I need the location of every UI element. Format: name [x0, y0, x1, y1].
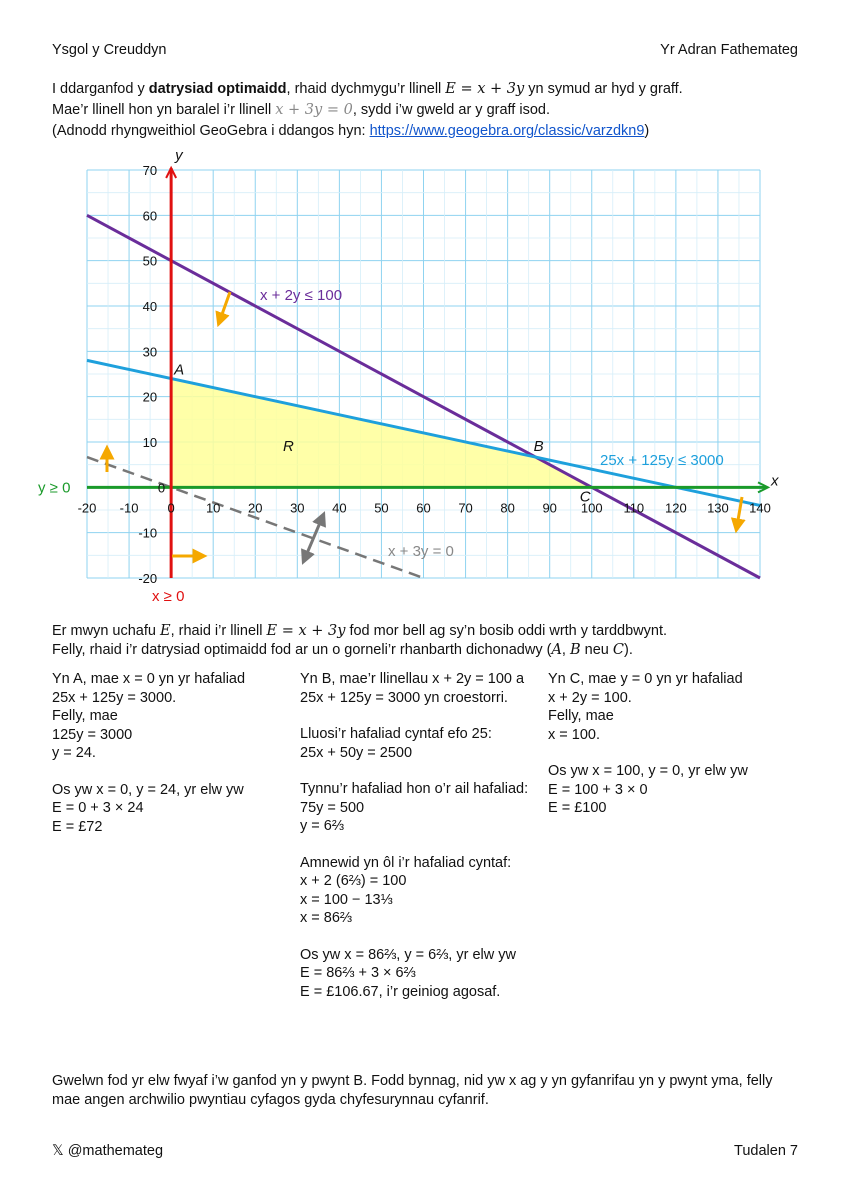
constraint-label-x: x ≥ 0 — [152, 588, 185, 605]
x-tick-label: -10 — [119, 500, 139, 516]
x-tick-label: 130 — [707, 500, 729, 516]
x-tick-label: 70 — [458, 500, 473, 516]
working-line: 25x + 125y = 3000 yn croestorri. — [300, 689, 508, 706]
school-name: Ysgol y Creuddyn — [52, 42, 167, 58]
x-tick-label: 20 — [248, 500, 263, 516]
working-line — [52, 763, 245, 781]
working-line — [300, 707, 528, 725]
working-line: x + 2 (6⅔) = 100 — [300, 873, 407, 889]
x-tick-label: -20 — [77, 500, 97, 516]
x-tick-label: 40 — [332, 500, 347, 516]
working-point-C — [548, 670, 748, 818]
intro-line-1: I ddarganfod y datrysiad optimaidd, rhaid dychmygu’r llinell E = x + 3y yn symud ar hyd y graff. — [52, 81, 683, 97]
x-tick-label: 80 — [500, 500, 515, 516]
working-line: E = £100 — [548, 800, 607, 816]
y-tick-label: 50 — [142, 253, 158, 269]
working-line — [548, 744, 748, 762]
line-label-25x-plus-125y: 25x + 125y ≤ 3000 — [600, 452, 724, 469]
feasible-region-graph — [0, 140, 849, 610]
y-tick-label: 20 — [142, 389, 158, 405]
working-line: Amnewid yn ôl i’r hafaliad cyntaf: — [300, 854, 512, 871]
working-line: Yn B, mae’r llinellau x + 2y = 100 a — [300, 671, 525, 687]
constraint-label-y: y ≥ 0 — [38, 479, 71, 497]
page-number: Tudalen 7 — [734, 1143, 798, 1159]
working-line: 25x + 50y = 2500 — [300, 744, 413, 761]
conclusion-line-1: Gwelwn fod yr elw fwyaf i’w ganfod yn y pwynt B. Fodd bynnag, nid yw x ag y yn gyfanrifau yn y pwynt yma, felly — [52, 1073, 773, 1089]
working-line: x = 100. — [548, 726, 600, 743]
working-line: x + 2y = 100. — [548, 689, 632, 706]
x-tick-label: 140 — [749, 500, 771, 516]
working-line: Os yw x = 100, y = 0, yr elw yw — [548, 763, 748, 779]
x-tick-label: 10 — [205, 500, 221, 516]
working-line: Felly, mae — [548, 708, 614, 724]
move-arrow — [305, 518, 322, 558]
line-label-x-plus-3y: x + 3y = 0 — [388, 543, 454, 560]
working-line: Felly, mae — [52, 708, 118, 724]
working-line: 125y = 3000 — [52, 726, 133, 743]
vertex-label: A — [174, 361, 185, 379]
x-tick-label: 60 — [416, 500, 431, 516]
working-line — [300, 762, 528, 780]
after-line-1: Er mwyn uchafu E, rhaid i’r llinell E = x + 3y fod mor bell ag sy’n bosib oddi wrth y tarddbwynt. — [52, 623, 667, 639]
after-line-2: Felly, rhaid i’r datrysiad optimaidd fod ar un o gorneli’r rhanbarth dichonadwy (A, B neu C). — [52, 642, 633, 658]
line-label-x-plus-2y: x + 2y ≤ 100 — [260, 287, 343, 304]
working-line: E = £72 — [52, 818, 103, 835]
y-tick-label: 10 — [142, 435, 158, 450]
working-point-B — [300, 670, 528, 1001]
x-tick-label: 30 — [290, 500, 305, 516]
conclusion-line-2: mae angen archwilio pwyntiau cyfagos gyda chyfesurynnau cyfanrif. — [52, 1092, 489, 1108]
vertex-label: B — [533, 438, 544, 456]
x-tick-label: 110 — [623, 500, 645, 516]
working-line: Os yw x = 86⅔, y = 6⅔, yr elw yw — [300, 946, 516, 963]
x-tick-label: 90 — [542, 500, 557, 516]
y-tick-label: -20 — [138, 571, 158, 586]
intro-line-2: Mae’r llinell hon yn baralel i’r llinell x + 3y = 0, sydd i’w gweld ar y graff isod. — [52, 102, 550, 118]
working-line: Yn C, mae y = 0 yn yr hafaliad — [548, 671, 743, 687]
vertex-label: C — [579, 488, 591, 506]
working-line: x = 86⅔ — [300, 910, 352, 926]
working-line: Lluosi’r hafaliad cyntaf efo 25: — [300, 726, 492, 742]
x-axis-label: x — [771, 472, 779, 490]
working-line: Os yw x = 0, y = 24, yr elw yw — [52, 781, 244, 798]
working-line: E = £106.67, i’r geiniog agosaf. — [300, 983, 501, 1000]
working-line: Tynnu’r hafaliad hon o’r ail hafaliad: — [300, 781, 529, 797]
region-label: R — [283, 438, 294, 456]
department-name: Yr Adran Fathemateg — [660, 42, 798, 58]
working-line: x = 100 − 13⅓ — [300, 891, 393, 908]
x-tick-label: 120 — [665, 500, 687, 516]
x-tick-label: 0 — [167, 500, 175, 516]
working-point-A — [52, 670, 245, 836]
working-line: y = 24. — [52, 745, 96, 761]
working-line: E = 0 + 3 × 24 — [52, 800, 144, 816]
working-line: 75y = 500 — [300, 799, 365, 816]
working-line: 25x + 125y = 3000. — [52, 689, 177, 706]
x-tick-label: 50 — [374, 500, 389, 516]
working-line: Yn A, mae x = 0 yn yr hafaliad — [52, 671, 246, 687]
working-line — [300, 836, 528, 854]
y-tick-label: 0 — [157, 480, 166, 496]
social-handle[interactable]: 𝕏 @mathemateg — [52, 1143, 164, 1159]
geogebra-link[interactable]: https://www.geogebra.org/classic/varzdkn9 — [369, 123, 645, 139]
y-tick-label: 60 — [142, 208, 158, 224]
intro-line-3: (Adnodd rhyngweithiol GeoGebra i ddangos hyn: https://www.geogebra.org/classic/varzdkn9) — [52, 123, 650, 139]
y-axis-label: y — [175, 147, 183, 164]
x-tick-label: 100 — [580, 500, 603, 516]
working-line: E = 86⅔ + 3 × 6⅔ — [300, 965, 416, 981]
y-tick-label: 70 — [142, 163, 158, 178]
working-line — [300, 928, 528, 946]
y-tick-label: 40 — [142, 299, 158, 314]
y-tick-label: 30 — [142, 344, 158, 360]
working-line: y = 6⅔ — [300, 818, 344, 834]
y-tick-label: -10 — [138, 525, 158, 541]
working-line: E = 100 + 3 × 0 — [548, 781, 648, 798]
